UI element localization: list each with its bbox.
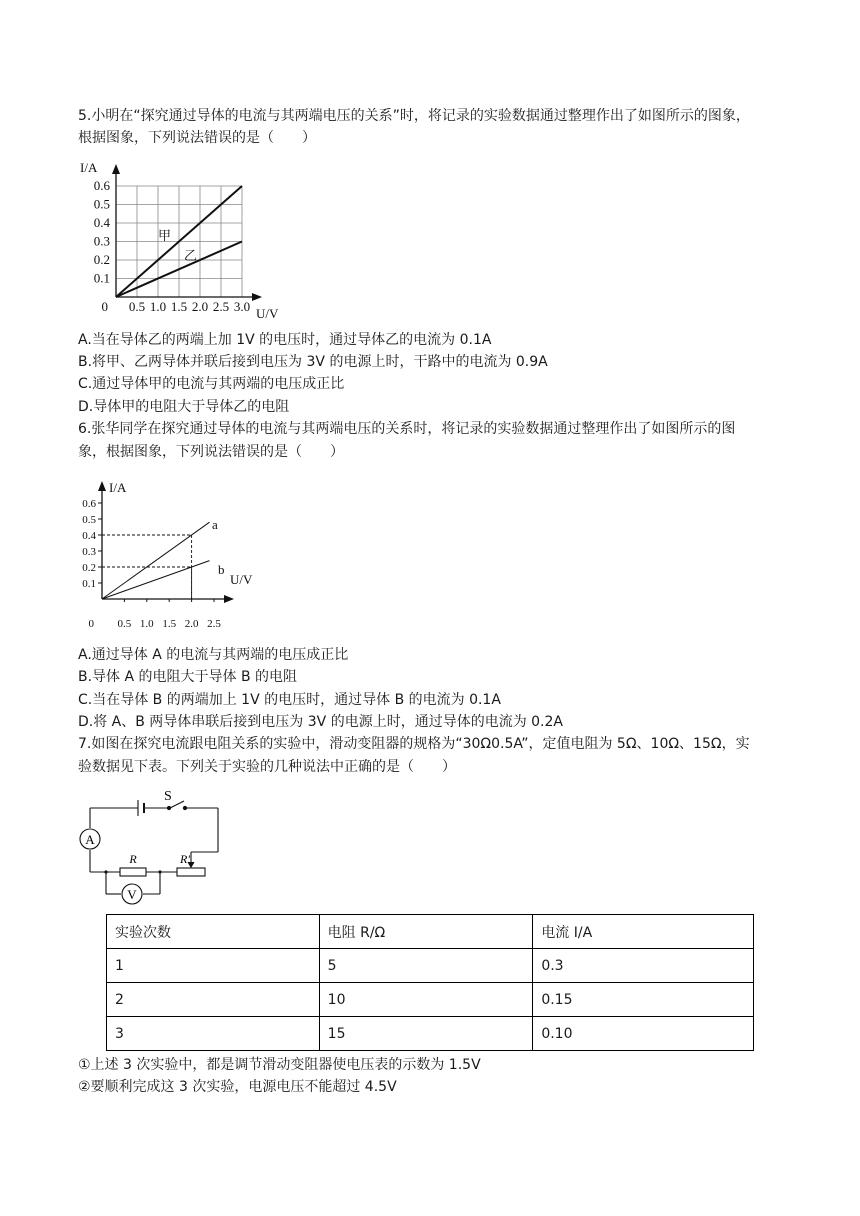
origin-label: 0: [101, 299, 108, 314]
table-cell: 5: [319, 949, 533, 983]
y-tick-label: 0.2: [93, 252, 110, 267]
q5-stem-line2: 根据图象，下列说法错误的是（ ）: [78, 130, 316, 146]
x-tick-label: 1.0: [149, 299, 167, 314]
table-header-cell: 电阻 R/Ω: [319, 915, 533, 949]
table-row: [107, 983, 754, 1017]
q5-option-c: C.通过导体甲的电流与其两端的电压成正比: [78, 376, 345, 392]
y-tick-label: 0.6: [93, 178, 110, 193]
resistor-label: R: [129, 852, 137, 866]
y-tick-label: 0.1: [82, 578, 96, 590]
q5-option-d: D.导体甲的电阻大于导体乙的电阻: [78, 399, 290, 415]
y-tick-label: 0.3: [93, 233, 110, 249]
q5-stem-line1: 5.小明在“探究通过导体的电流与其两端电压的关系”时，将记录的实验数据通过整理作出了如图所示的图象，: [78, 108, 750, 124]
q6-stem-line2: 象，根据图象，下列说法错误的是（ ）: [78, 444, 344, 460]
x-tick-label: 2.5: [212, 299, 230, 314]
table-cell: 3: [107, 1017, 320, 1051]
q5-chart: [78, 158, 279, 321]
q7-circuit-diagram: [76, 788, 226, 904]
table-header-row: [107, 915, 754, 949]
y-axis-label: I/A: [80, 160, 98, 175]
y-axis-arrow: [98, 481, 106, 491]
y-tick-label: 0.5: [93, 196, 110, 212]
x-tick-label: 2.5: [207, 618, 221, 630]
y-tick-label: 0.2: [82, 562, 96, 574]
y-axis-arrow: [112, 164, 120, 174]
table-cell: 1: [107, 949, 320, 983]
x-tick-label: 0.5: [128, 299, 146, 314]
ammeter-label: A: [85, 832, 95, 847]
table-cell: 15: [319, 1017, 533, 1051]
q6-option-c: C.当在导体 B 的两端加上 1V 的电压时，通过导体 B 的电流为 0.1A: [78, 692, 501, 708]
x-tick-label: 1.5: [162, 618, 177, 630]
rheostat-symbol: [177, 868, 205, 876]
rheostat-label: R': [180, 852, 190, 866]
series-label-乙: 乙: [184, 248, 198, 263]
y-tick-label: 0.6: [82, 498, 96, 510]
y-tick-label: 0.3: [82, 546, 96, 558]
experiment-data-table: [106, 914, 754, 1051]
table-row: [107, 1017, 754, 1051]
x-axis-label: U/V: [256, 306, 279, 321]
x-tick-label: 2.0: [191, 299, 209, 314]
x-axis-arrow: [252, 293, 262, 301]
y-axis-label: I/A: [109, 480, 127, 495]
q5-option-b: B.将甲、乙两导体并联后接到电压为 3V 的电源上时，干路中的电流为 0.9A: [78, 354, 548, 370]
q7-statement-1: ①上述 3 次实验中，都是调节滑动变阻器使电压表的示数为 1.5V: [78, 1057, 481, 1073]
table-cell: 0.10: [533, 1017, 754, 1051]
y-tick-label: 0.4: [93, 215, 110, 230]
x-tick-label: 2.0: [184, 618, 199, 630]
series-label-甲: 甲: [158, 228, 172, 243]
table-cell: 2: [107, 983, 320, 1017]
x-axis-label: U/V: [230, 572, 253, 587]
series-label-b: b: [218, 562, 225, 577]
series-line-a: [102, 522, 210, 599]
table-row: [107, 949, 754, 983]
q6-stem-line1: 6.张华同学在探究通过导体的电流与其两端电压的关系时，将记录的实验数据通过整理作出了如图所示的图: [78, 421, 736, 437]
q7-stem-line2: 验数据见下表。下列关于实验的几种说法中正确的是（ ）: [78, 759, 456, 775]
voltmeter-label: V: [127, 887, 137, 902]
switch-blade: [170, 801, 184, 808]
x-tick-label: 1.0: [139, 618, 154, 630]
q5-option-a: A.当在导体乙的两端上加 1V 的电压时，通过导体乙的电流为 0.1A: [78, 332, 492, 348]
table-cell: 0.15: [533, 983, 754, 1017]
x-axis-arrow: [224, 595, 234, 603]
x-tick-label: 1.5: [170, 299, 188, 314]
q6-option-b: B.导体 A 的电阻大于导体 B 的电阻: [78, 669, 298, 685]
table-cell: 10: [319, 983, 533, 1017]
origin-label: 0: [88, 618, 94, 630]
q6-option-a: A.通过导体 A 的电流与其两端的电压成正比: [78, 647, 349, 663]
y-tick-label: 0.4: [82, 530, 96, 542]
switch-label: S: [164, 789, 172, 804]
table-header-cell: 实验次数: [107, 915, 320, 949]
q7-stem-line1: 7.如图在探究电流跟电阻关系的实验中，滑动变阻器的规格为“30Ω0.5A”，定值电阻为 5Ω、10Ω、15Ω，实: [78, 736, 750, 752]
series-line-b: [102, 561, 210, 599]
table-cell: 0.3: [533, 949, 754, 983]
q7-statement-2: ②要顺利完成这 3 次实验，电源电压不能超过 4.5V: [78, 1079, 397, 1095]
series-label-a: a: [212, 517, 218, 532]
y-tick-label: 0.5: [82, 514, 96, 526]
q6-option-d: D.将 A、B 两导体串联后接到电压为 3V 的电源上时，通过导体的电流为 0.2A: [78, 714, 563, 730]
y-tick-label: 0.1: [93, 270, 110, 286]
table-header-cell: 电流 I/A: [533, 915, 754, 949]
x-tick-label: 3.0: [233, 299, 251, 314]
x-tick-label: 0.5: [117, 618, 132, 630]
resistor-symbol: [120, 868, 146, 876]
q6-chart: [78, 472, 278, 642]
